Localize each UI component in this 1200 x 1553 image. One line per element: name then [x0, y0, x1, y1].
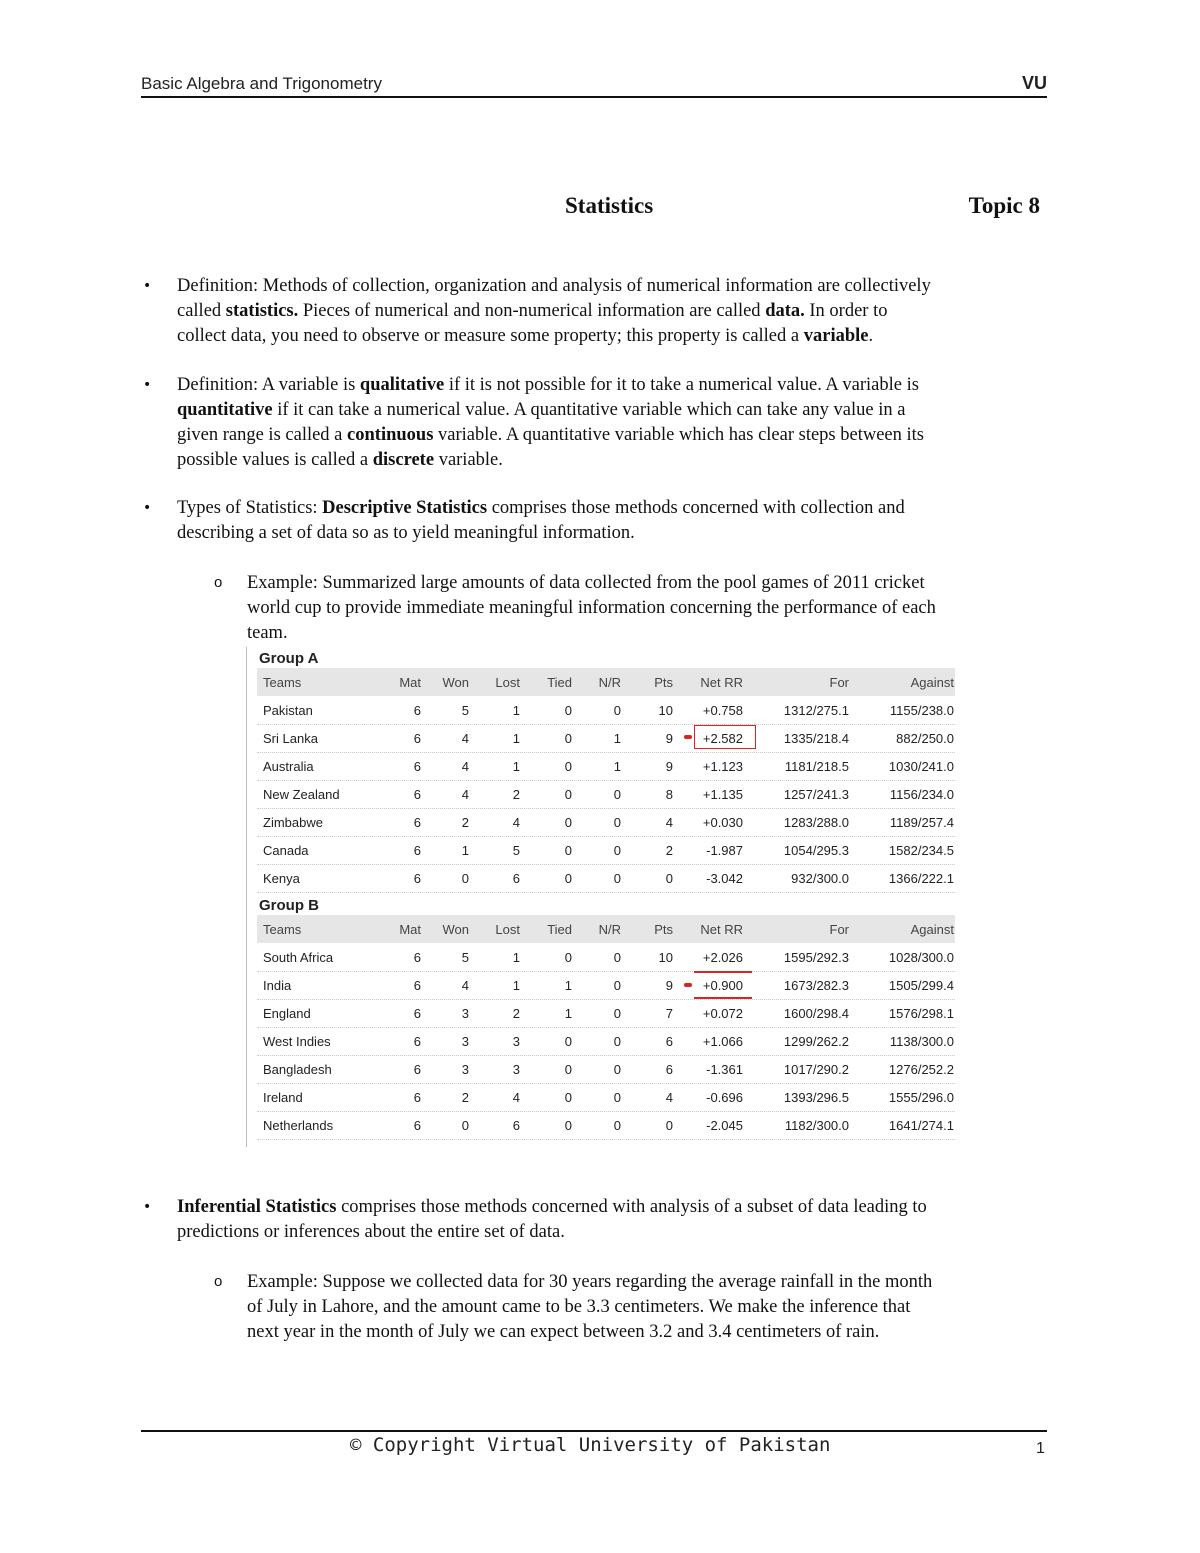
table-cell: +0.072 — [702, 1006, 743, 1021]
table-cell: 6 — [665, 1062, 673, 1077]
table-cell: 0 — [564, 731, 572, 746]
table-cell: 1393/296.5 — [783, 1090, 849, 1105]
example-descriptive — [247, 571, 1077, 646]
table-cell: 0 — [613, 1006, 621, 1021]
table-cell: 0 — [564, 703, 572, 718]
table-cell: 8 — [665, 787, 673, 802]
table-row — [257, 1027, 955, 1056]
types-of-statistics — [177, 496, 1067, 546]
bullet-icon: • — [143, 1199, 152, 1215]
table-cell: 1 — [461, 843, 469, 858]
table-cell: Pakistan — [263, 703, 313, 718]
table-cell: 0 — [613, 1090, 621, 1105]
table-cell: 0 — [665, 1118, 673, 1133]
text-line: describing a set of data so as to yield meaningful information. — [177, 523, 635, 543]
table-cell: 1582/234.5 — [888, 843, 954, 858]
pointer-arrow-icon — [684, 735, 692, 739]
table-row — [257, 808, 955, 837]
table-row — [257, 780, 955, 809]
table-cell: 4 — [665, 815, 673, 830]
table-cell: +1.135 — [702, 787, 743, 802]
table-cell: 2 — [512, 787, 520, 802]
column-header: Tied — [547, 922, 572, 937]
group-a-label: Group A — [259, 650, 319, 667]
table-cell: 1 — [613, 731, 621, 746]
table-cell: 1595/292.3 — [783, 950, 849, 965]
column-header: Net RR — [700, 922, 743, 937]
table-cell: Zimbabwe — [263, 815, 323, 830]
table-cell: 6 — [413, 1006, 421, 1021]
table-cell: 0 — [613, 1062, 621, 1077]
definition-statistics — [177, 274, 1067, 349]
table-cell: 6 — [413, 731, 421, 746]
table-cell: 3 — [461, 1034, 469, 1049]
table-row — [257, 1055, 955, 1084]
table-cell: 0 — [564, 843, 572, 858]
table-row — [257, 696, 955, 725]
table-cell: 1028/300.0 — [888, 950, 954, 965]
column-header: Tied — [547, 675, 572, 690]
table-cell: 0 — [564, 1090, 572, 1105]
table-cell: 1576/298.1 — [888, 1006, 954, 1021]
definition-variable — [177, 373, 1067, 473]
table-cell: 6 — [512, 871, 520, 886]
table-cell: 5 — [512, 843, 520, 858]
table-cell: South Africa — [263, 950, 334, 965]
table-cell: 932/300.0 — [791, 871, 849, 886]
table-cell: 1155/238.0 — [889, 703, 954, 718]
table-cell: 0 — [564, 871, 572, 886]
text-line: given range is called a continuous variable. A quantitative variable which has clear steps between its — [177, 425, 924, 445]
table-cell: 882/250.0 — [896, 731, 954, 746]
table-cell: 1641/274.1 — [888, 1118, 954, 1133]
table-cell: 2 — [461, 815, 469, 830]
table-cell: 10 — [658, 703, 673, 718]
table-cell: +2.582 — [702, 731, 743, 746]
highlight-underline — [694, 971, 752, 973]
table-cell: 6 — [413, 950, 421, 965]
sub-bullet-icon: o — [214, 574, 223, 591]
table-cell: 0 — [564, 1034, 572, 1049]
table-cell: 1 — [512, 731, 520, 746]
column-header: Lost — [495, 675, 520, 690]
topic-label: Topic 8 — [968, 193, 1040, 218]
table-cell: -0.696 — [706, 1090, 743, 1105]
table-cell: 6 — [413, 703, 421, 718]
table-cell: 0 — [564, 1062, 572, 1077]
table-cell: 4 — [665, 1090, 673, 1105]
table-cell: 4 — [461, 978, 469, 993]
table-cell: -2.045 — [706, 1118, 743, 1133]
cricket-standings-table — [246, 647, 957, 1147]
table-cell: 5 — [461, 950, 469, 965]
table-cell: 0 — [613, 1118, 621, 1133]
group-b-label: Group B — [259, 897, 319, 914]
sub-bullet-icon: o — [214, 1273, 223, 1290]
column-header: For — [829, 675, 849, 690]
table-cell: 3 — [461, 1006, 469, 1021]
table-cell: England — [263, 1006, 311, 1021]
table-row — [257, 1111, 955, 1140]
table-cell: 0 — [564, 787, 572, 802]
table-cell: Canada — [263, 843, 309, 858]
table-cell: 1312/275.1 — [783, 703, 849, 718]
table-cell: 1054/295.3 — [783, 843, 849, 858]
table-cell: 1 — [564, 1006, 572, 1021]
table-cell: 1505/299.4 — [888, 978, 954, 993]
text-line: predictions or inferences about the entire set of data. — [177, 1222, 565, 1242]
table-cell: -3.042 — [706, 871, 743, 886]
table-cell: 0 — [613, 787, 621, 802]
column-header: Mat — [399, 675, 421, 690]
inferential-statistics — [177, 1195, 1067, 1245]
table-cell: +0.900 — [702, 978, 743, 993]
table-cell: 0 — [613, 978, 621, 993]
table-cell: 6 — [413, 843, 421, 858]
table-cell: India — [263, 978, 292, 993]
text-line: collect data, you need to observe or measure some property; this property is called a variable. — [177, 326, 874, 346]
table-cell: 4 — [461, 787, 469, 802]
table-cell: 0 — [564, 950, 572, 965]
text-line: of July in Lahore, and the amount came to be 3.3 centimeters. We make the inference that — [247, 1297, 911, 1317]
table-cell: 6 — [413, 1118, 421, 1133]
table-cell: -1.361 — [706, 1062, 743, 1077]
table-cell: 9 — [665, 731, 673, 746]
table-cell: 0 — [613, 871, 621, 886]
table-cell: 0 — [564, 759, 572, 774]
footer-rule — [141, 1430, 1047, 1432]
table-row — [257, 943, 955, 972]
column-header: Net RR — [700, 675, 743, 690]
table-cell: 6 — [665, 1034, 673, 1049]
table-cell: 1335/218.4 — [783, 731, 849, 746]
table-cell: 1138/300.0 — [889, 1034, 954, 1049]
table-cell: 1673/282.3 — [783, 978, 849, 993]
column-header: Against — [910, 675, 954, 690]
table-cell: 0 — [665, 871, 673, 886]
table-cell: 6 — [413, 871, 421, 886]
text-line: Definition: Methods of collection, organization and analysis of numerical information are collectively — [177, 276, 931, 296]
table-row — [257, 752, 955, 781]
column-header: Against — [910, 922, 954, 937]
table-cell: 2 — [461, 1090, 469, 1105]
column-header: Teams — [263, 675, 302, 690]
table-cell: 4 — [512, 1090, 520, 1105]
table-cell: 1182/300.0 — [784, 1118, 849, 1133]
table-cell: Ireland — [263, 1090, 303, 1105]
table-cell: 6 — [413, 1062, 421, 1077]
table-cell: 6 — [413, 787, 421, 802]
groupA-header-row — [257, 668, 955, 696]
table-cell: 1299/262.2 — [783, 1034, 849, 1049]
table-cell: 1257/241.3 — [783, 787, 849, 802]
table-cell: 1600/298.4 — [783, 1006, 849, 1021]
text-line: Types of Statistics: Descriptive Statistics comprises those methods concerned with collection and — [177, 498, 905, 518]
table-cell: 1 — [512, 950, 520, 965]
highlight-underline — [694, 997, 752, 999]
table-cell: 6 — [413, 1090, 421, 1105]
table-cell: 1030/241.0 — [888, 759, 954, 774]
table-row — [257, 724, 955, 753]
table-cell: 6 — [413, 978, 421, 993]
header-rule — [141, 96, 1047, 98]
table-cell: 1 — [512, 703, 520, 718]
table-cell: 3 — [461, 1062, 469, 1077]
table-cell: 0 — [613, 843, 621, 858]
highlight-box — [694, 725, 756, 749]
table-cell: +2.026 — [702, 950, 743, 965]
table-cell: 1 — [512, 978, 520, 993]
bullet-icon: • — [143, 500, 152, 516]
table-cell: 0 — [613, 950, 621, 965]
table-cell: 3 — [512, 1062, 520, 1077]
table-cell: 9 — [665, 759, 673, 774]
table-row — [257, 999, 955, 1028]
table-cell: 1 — [613, 759, 621, 774]
table-cell: +1.066 — [702, 1034, 743, 1049]
table-cell: 6 — [413, 815, 421, 830]
text-line: world cup to provide immediate meaningful information concerning the performance of each — [247, 598, 936, 618]
table-cell: 4 — [512, 815, 520, 830]
table-cell: 1156/234.0 — [889, 787, 954, 802]
table-cell: Kenya — [263, 871, 300, 886]
column-header: N/R — [598, 675, 621, 690]
table-cell: 0 — [564, 1118, 572, 1133]
table-row — [257, 864, 955, 893]
column-header: Lost — [495, 922, 520, 937]
header-org: VU — [1021, 73, 1047, 93]
column-header: For — [829, 922, 849, 937]
table-cell: 6 — [512, 1118, 520, 1133]
page-number: 1 — [1036, 1440, 1045, 1457]
footer-copyright: © Copyright Virtual University of Pakistan — [350, 1434, 831, 1456]
table-row — [257, 971, 955, 1000]
pointer-arrow-icon — [684, 983, 692, 987]
table-cell: 0 — [461, 1118, 469, 1133]
text-line: quantitative if it can take a numerical value. A quantitative variable which can take any value in a — [177, 400, 906, 420]
table-cell: 1181/218.5 — [784, 759, 849, 774]
text-line: Example: Summarized large amounts of data collected from the pool games of 2011 cricket — [247, 573, 925, 593]
bullet-icon: • — [143, 377, 152, 393]
column-header: Pts — [654, 922, 673, 937]
text-line: called statistics. Pieces of numerical and non-numerical information are called data. In order to — [177, 301, 888, 321]
table-cell: 1189/257.4 — [889, 815, 954, 830]
table-cell: -1.987 — [706, 843, 743, 858]
table-cell: New Zealand — [263, 787, 340, 802]
table-cell: 3 — [512, 1034, 520, 1049]
table-cell: 1017/290.2 — [783, 1062, 849, 1077]
text-line: next year in the month of July we can expect between 3.2 and 3.4 centimeters of rain. — [247, 1322, 880, 1342]
table-cell: +0.758 — [702, 703, 743, 718]
column-header: Pts — [654, 675, 673, 690]
table-cell: Bangladesh — [263, 1062, 332, 1077]
table-cell: 0 — [564, 815, 572, 830]
bullet-icon: • — [143, 278, 152, 294]
table-cell: Sri Lanka — [263, 731, 318, 746]
header-course-title: Basic Algebra and Trigonometry — [141, 74, 382, 93]
table-cell: 0 — [613, 815, 621, 830]
table-cell: 1555/296.0 — [888, 1090, 954, 1105]
text-line: Example: Suppose we collected data for 30 years regarding the average rainfall in the month — [247, 1272, 933, 1292]
table-row — [257, 1083, 955, 1112]
table-cell: 4 — [461, 731, 469, 746]
table-cell: 0 — [613, 1034, 621, 1049]
table-cell: 2 — [512, 1006, 520, 1021]
table-cell: 1276/252.2 — [888, 1062, 954, 1077]
table-cell: 10 — [658, 950, 673, 965]
table-cell: 0 — [461, 871, 469, 886]
table-cell: +0.030 — [702, 815, 743, 830]
text-line: team. — [247, 623, 288, 643]
table-cell: 6 — [413, 759, 421, 774]
example-inferential — [247, 1270, 1077, 1345]
table-cell: 5 — [461, 703, 469, 718]
table-cell: 0 — [613, 703, 621, 718]
column-header: N/R — [598, 922, 621, 937]
table-cell: 6 — [413, 1034, 421, 1049]
column-header: Won — [442, 922, 469, 937]
page-title: Statistics — [565, 193, 654, 218]
table-row — [257, 836, 955, 865]
text-line: Definition: A variable is qualitative if it is not possible for it to take a numerical value. A variable is — [177, 375, 919, 395]
table-cell: 2 — [665, 843, 673, 858]
column-header: Won — [442, 675, 469, 690]
text-line: possible values is called a discrete variable. — [177, 450, 503, 470]
table-cell: +1.123 — [702, 759, 743, 774]
table-cell: 1366/222.1 — [888, 871, 954, 886]
table-cell: 7 — [665, 1006, 673, 1021]
table-cell: Australia — [263, 759, 314, 774]
table-cell: 4 — [461, 759, 469, 774]
table-cell: West Indies — [263, 1034, 331, 1049]
table-cell: 1283/288.0 — [783, 815, 849, 830]
table-cell: Netherlands — [263, 1118, 334, 1133]
groupB-header-row — [257, 915, 955, 943]
text-line: Inferential Statistics comprises those methods concerned with analysis of a subset of data leading to — [177, 1197, 927, 1217]
table-cell: 1 — [512, 759, 520, 774]
table-cell: 9 — [665, 978, 673, 993]
column-header: Mat — [399, 922, 421, 937]
column-header: Teams — [263, 922, 302, 937]
table-cell: 1 — [564, 978, 572, 993]
